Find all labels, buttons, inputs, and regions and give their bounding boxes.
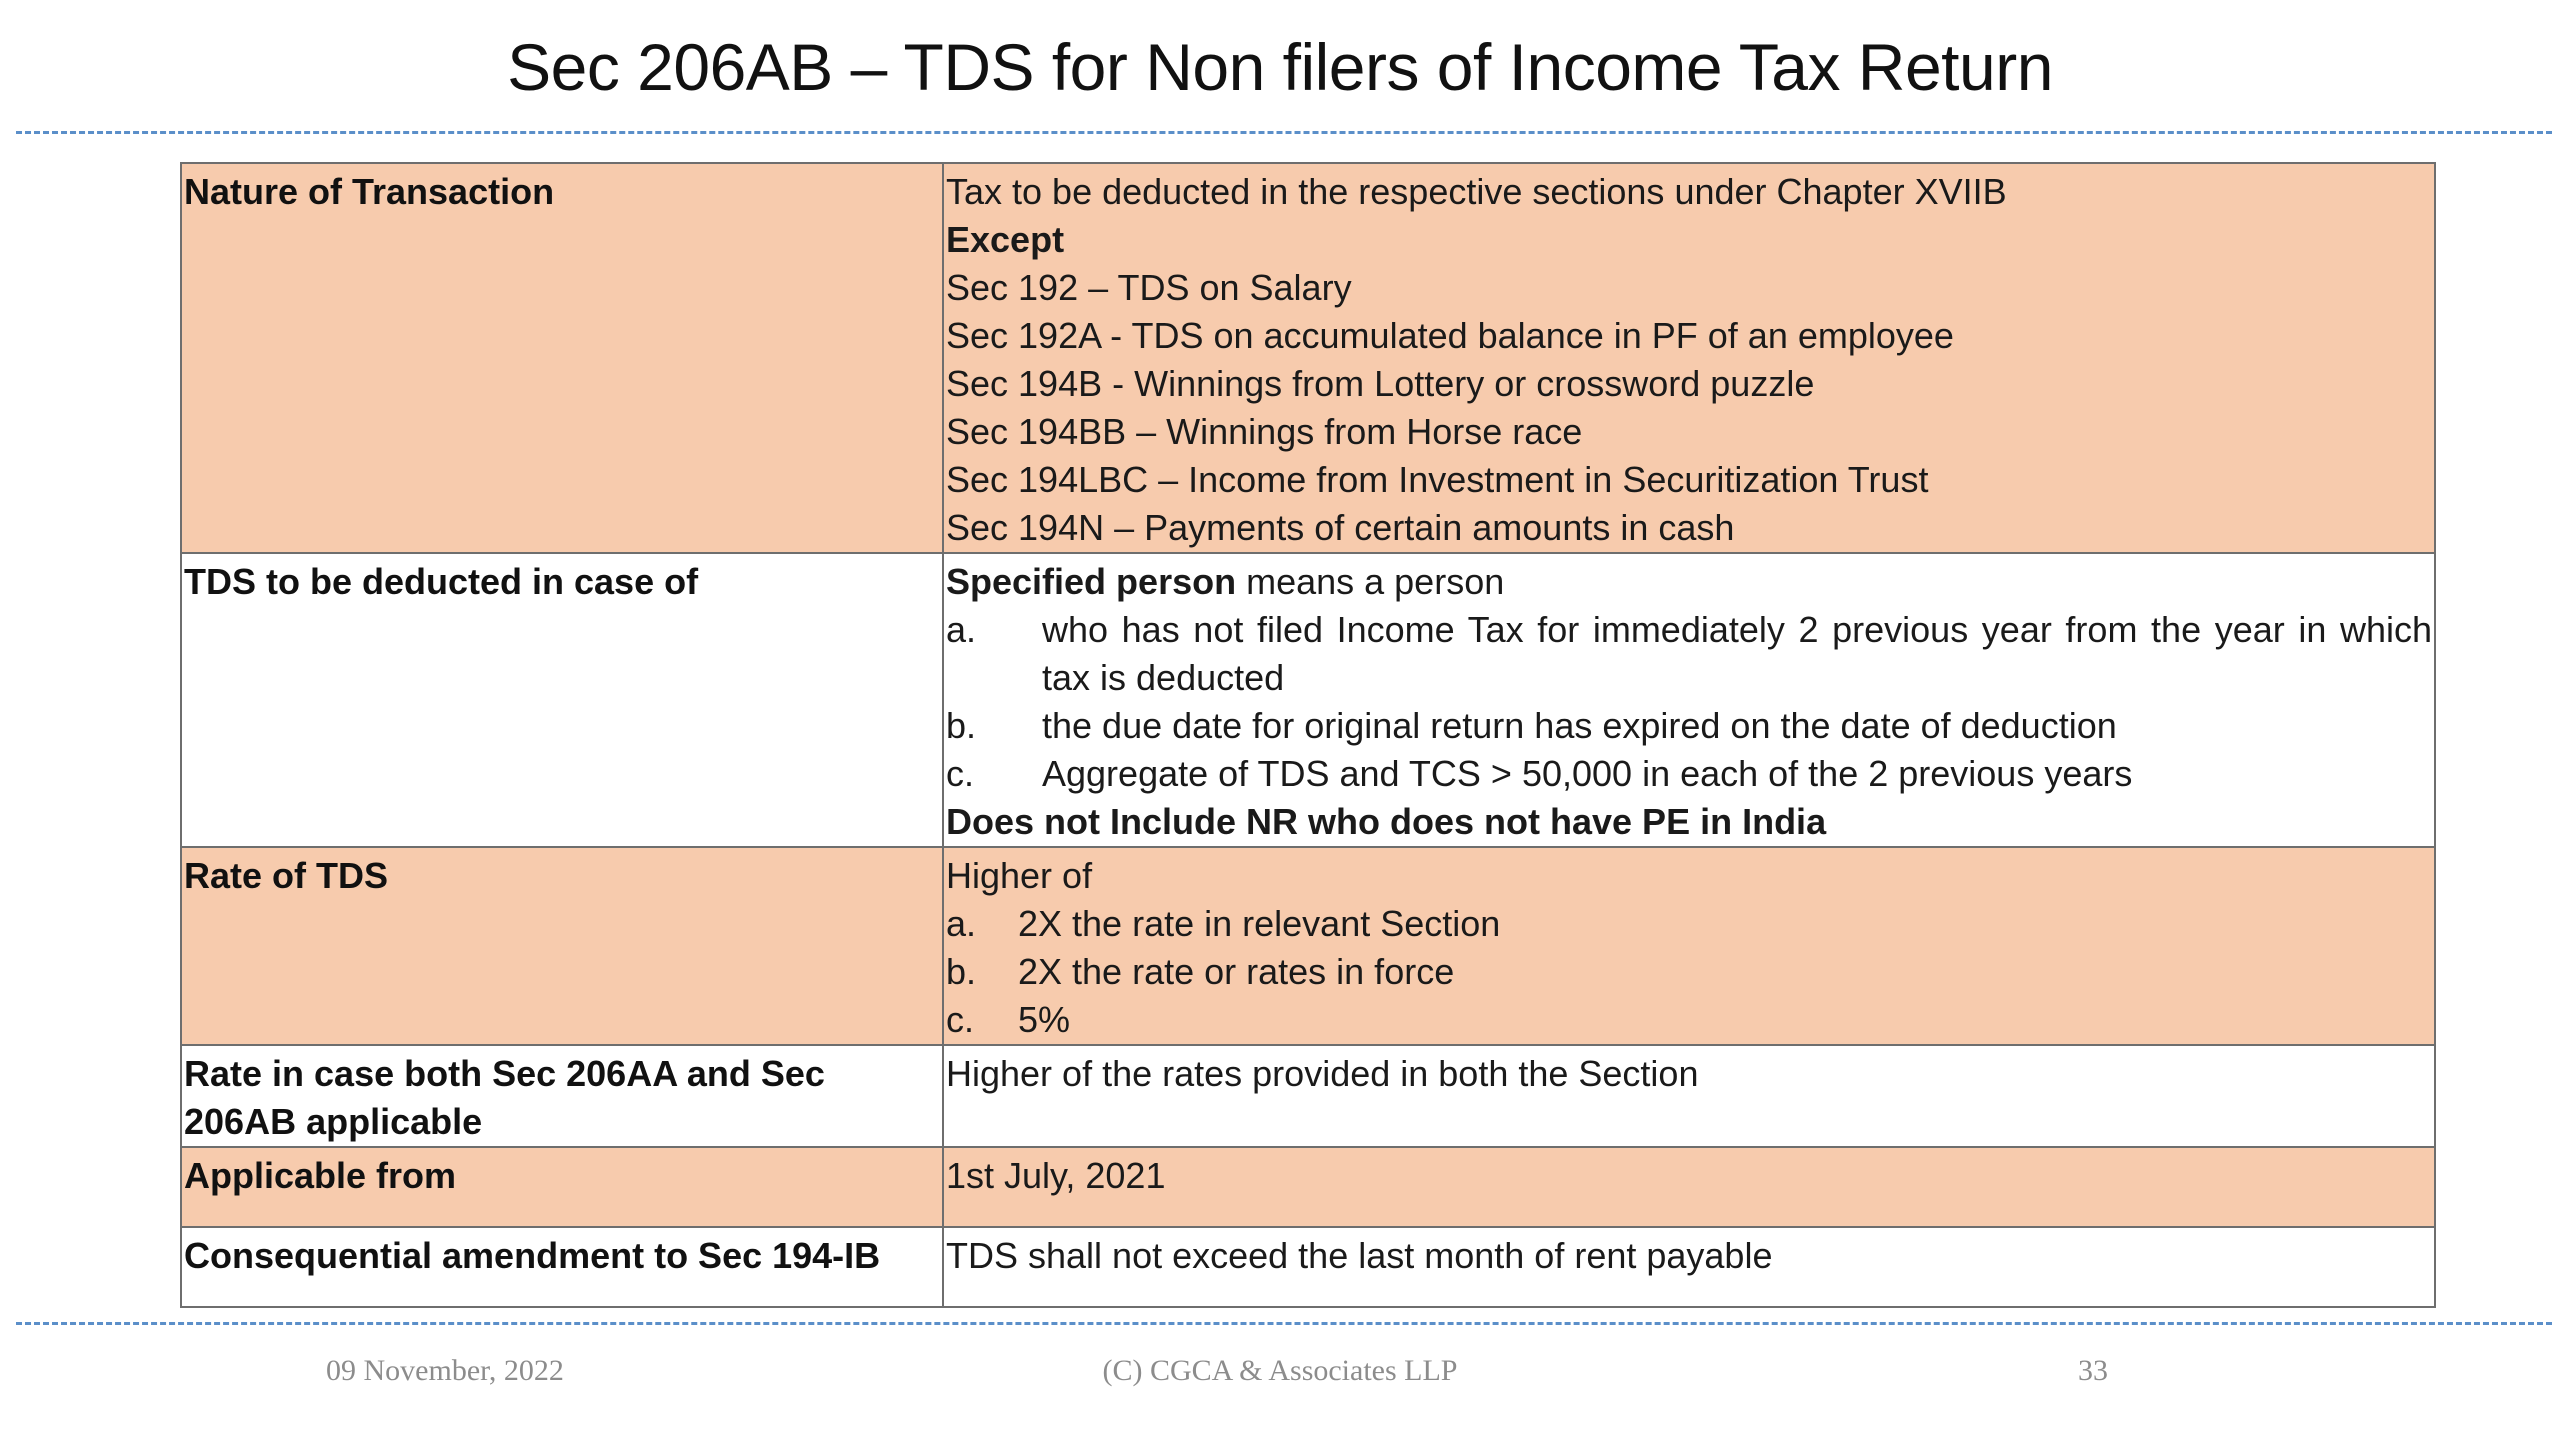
row-label: TDS to be deducted in case of bbox=[184, 561, 699, 602]
row-label-cell bbox=[181, 1227, 943, 1307]
exclusion-note: Does not Include NR who does not have PE in India bbox=[946, 801, 1827, 842]
rate-intro: Higher of bbox=[946, 855, 1093, 896]
table-row-both-sections bbox=[181, 1045, 2435, 1147]
table-row-applicable-from bbox=[181, 1147, 2435, 1227]
list-text: Aggregate of TDS and TCS > 50,000 in each of the 2 previous years bbox=[1042, 753, 2133, 794]
list-item: Sec 194BB – Winnings from Horse race bbox=[946, 411, 1583, 452]
list-text: 2X the rate or rates in force bbox=[1018, 951, 1455, 992]
list-item bbox=[946, 750, 2432, 798]
row-value-cell bbox=[943, 1147, 2435, 1227]
page-number: 33 bbox=[2078, 1354, 2108, 1387]
row-value: 1st July, 2021 bbox=[946, 1155, 1166, 1196]
row-label: Nature of Transaction bbox=[184, 171, 555, 212]
list-marker: b. bbox=[946, 951, 977, 992]
list-marker: c. bbox=[946, 999, 975, 1040]
list-item: Sec 194N – Payments of certain amounts in cash bbox=[946, 507, 1735, 548]
table-row-tds-case bbox=[181, 553, 2435, 847]
tds-table bbox=[180, 162, 2436, 1308]
list-item bbox=[946, 900, 2432, 948]
list-marker: b. bbox=[946, 705, 977, 746]
slide-title: Sec 206AB – TDS for Non filers of Income Tax Return bbox=[507, 30, 2053, 104]
row-value: Higher of the rates provided in both the Section bbox=[946, 1053, 1699, 1094]
row-label-cell bbox=[181, 163, 943, 553]
list-marker: c. bbox=[946, 753, 975, 794]
row-label-cell bbox=[181, 1045, 943, 1147]
list-text: the due date for original return has expired on the date of deduction bbox=[1042, 705, 2117, 746]
footer-copyright: (C) CGCA & Associates LLP bbox=[1102, 1354, 1458, 1387]
list-text: 2X the rate in relevant Section bbox=[1018, 903, 1501, 944]
list-item bbox=[946, 606, 2432, 702]
nature-intro: Tax to be deducted in the respective sections under Chapter XVIIB bbox=[946, 171, 2007, 212]
row-label: Rate of TDS bbox=[184, 855, 389, 896]
list-item bbox=[946, 702, 2432, 750]
top-divider bbox=[16, 131, 2552, 134]
bottom-divider bbox=[16, 1322, 2552, 1325]
row-label-cell bbox=[181, 1147, 943, 1227]
specified-person-line bbox=[946, 558, 2432, 606]
row-value-cell bbox=[943, 847, 2435, 1045]
row-value: TDS shall not exceed the last month of rent payable bbox=[946, 1235, 1773, 1276]
specified-person-rest: means a person bbox=[1236, 561, 1505, 602]
table-row-amendment bbox=[181, 1227, 2435, 1307]
row-value-cell bbox=[943, 553, 2435, 847]
row-label-cell bbox=[181, 847, 943, 1045]
list-item bbox=[946, 996, 2432, 1044]
except-label: Except bbox=[946, 219, 1065, 260]
specified-person-term: Specified person bbox=[946, 561, 1237, 602]
list-item: Sec 192 – TDS on Salary bbox=[946, 267, 1352, 308]
row-label: Consequential amendment to Sec 194-IB bbox=[184, 1235, 881, 1276]
row-value-cell bbox=[943, 163, 2435, 553]
row-label: Rate in case both Sec 206AA and Sec 206AB applicable bbox=[184, 1053, 825, 1142]
list-marker: a. bbox=[946, 903, 977, 944]
list-item: Sec 192A - TDS on accumulated balance in PF of an employee bbox=[946, 315, 1954, 356]
row-value-cell bbox=[943, 1227, 2435, 1307]
list-text: who has not filed Income Tax for immediately 2 previous year from the year in which tax is deducted bbox=[1042, 609, 2432, 698]
list-item: Sec 194B - Winnings from Lottery or crossword puzzle bbox=[946, 363, 1815, 404]
list-marker: a. bbox=[946, 609, 977, 650]
list-item bbox=[946, 948, 2432, 996]
row-label-cell bbox=[181, 553, 943, 847]
list-item: Sec 194LBC – Income from Investment in Securitization Trust bbox=[946, 459, 1929, 500]
list-text: 5% bbox=[1018, 999, 1071, 1040]
table-row-nature bbox=[181, 163, 2435, 553]
footer-date: 09 November, 2022 bbox=[326, 1354, 564, 1387]
row-label: Applicable from bbox=[184, 1155, 457, 1196]
table-row-rate bbox=[181, 847, 2435, 1045]
row-value-cell bbox=[943, 1045, 2435, 1147]
